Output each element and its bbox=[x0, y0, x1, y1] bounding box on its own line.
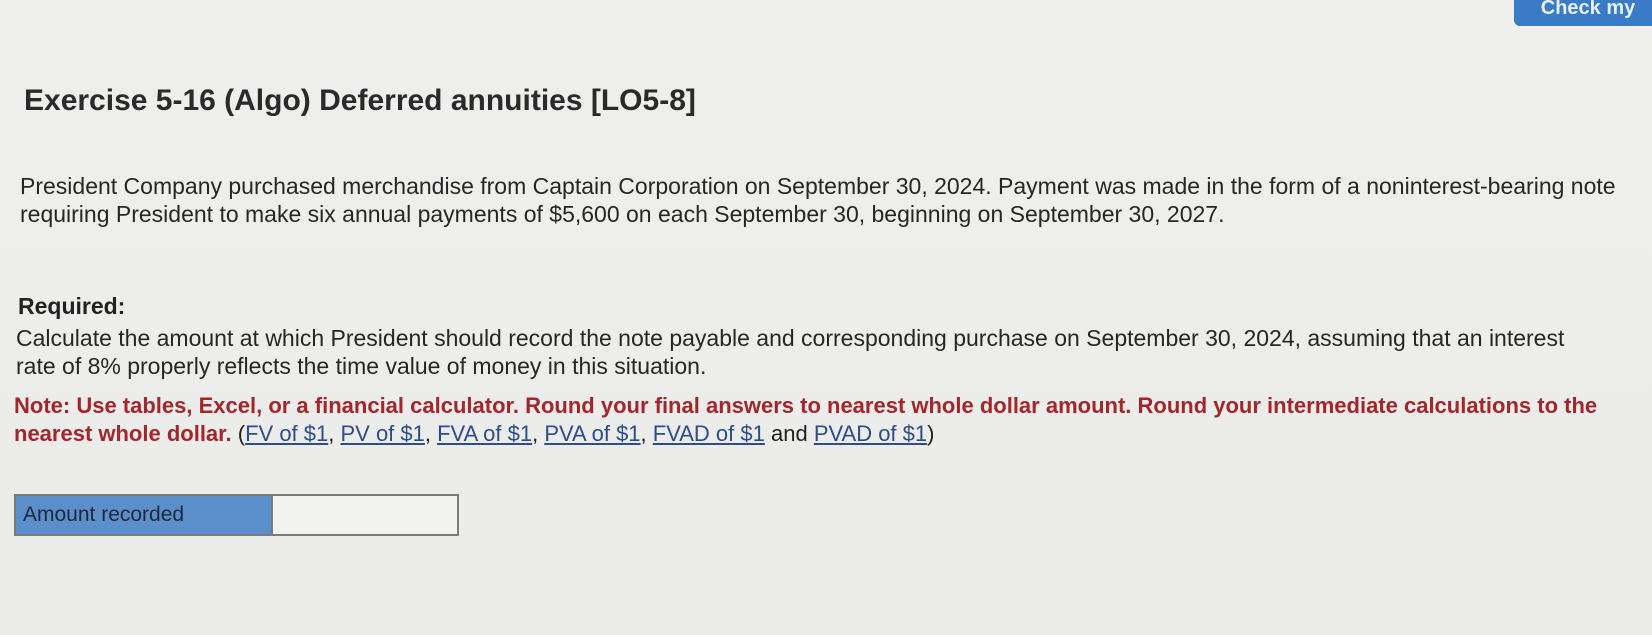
pv-table-link[interactable]: PV of $1 bbox=[340, 421, 425, 446]
pvad-table-link[interactable]: PVAD of $1 bbox=[813, 421, 928, 446]
note-block bbox=[14, 392, 1614, 448]
link-separator: , bbox=[424, 421, 438, 446]
exercise-title: Exercise 5-16 (Algo) Deferred annuities [LO5-8] bbox=[24, 84, 696, 117]
required-text: Calculate the amount at which President should record the note payable and corresponding purchase on September 30, 2024, assuming that an interest rate of 8% properly reflects the time value of money in this situation. bbox=[16, 325, 1565, 379]
answer-row bbox=[14, 494, 459, 536]
pva-table-link[interactable]: PVA of $1 bbox=[544, 421, 641, 446]
fv-table-link[interactable]: FV of $1 bbox=[245, 421, 329, 446]
links-and: and bbox=[764, 421, 814, 446]
exercise-intro: President Company purchased merchandise from Captain Corporation on September 30, 2024. Payment was made in the form of a noninterest-bearing note requiring President to make six annual payments of $5,600 on each September 30, beginning on September 30, 2027. bbox=[20, 173, 1616, 227]
link-separator: , bbox=[640, 421, 653, 446]
required-label: Required: bbox=[18, 293, 126, 319]
amount-recorded-input[interactable] bbox=[273, 496, 457, 534]
links-open-paren: ( bbox=[237, 421, 246, 446]
links-close-paren: ) bbox=[927, 421, 935, 446]
fvad-table-link[interactable]: FVAD of $1 bbox=[652, 421, 765, 446]
note-text: Note: Use tables, Excel, or a financial calculator. Round your final answers to nearest whole dollar amount. Round your intermediate calculations to the nearest whole dollar. bbox=[14, 393, 1598, 446]
fva-table-link[interactable]: FVA of $1 bbox=[437, 421, 533, 446]
link-separator: , bbox=[532, 421, 545, 446]
link-separator: , bbox=[328, 421, 341, 446]
check-button-label: Check my bbox=[1540, 0, 1636, 19]
check-my-work-button[interactable] bbox=[1514, 0, 1652, 26]
amount-recorded-label: Amount recorded bbox=[16, 496, 273, 534]
